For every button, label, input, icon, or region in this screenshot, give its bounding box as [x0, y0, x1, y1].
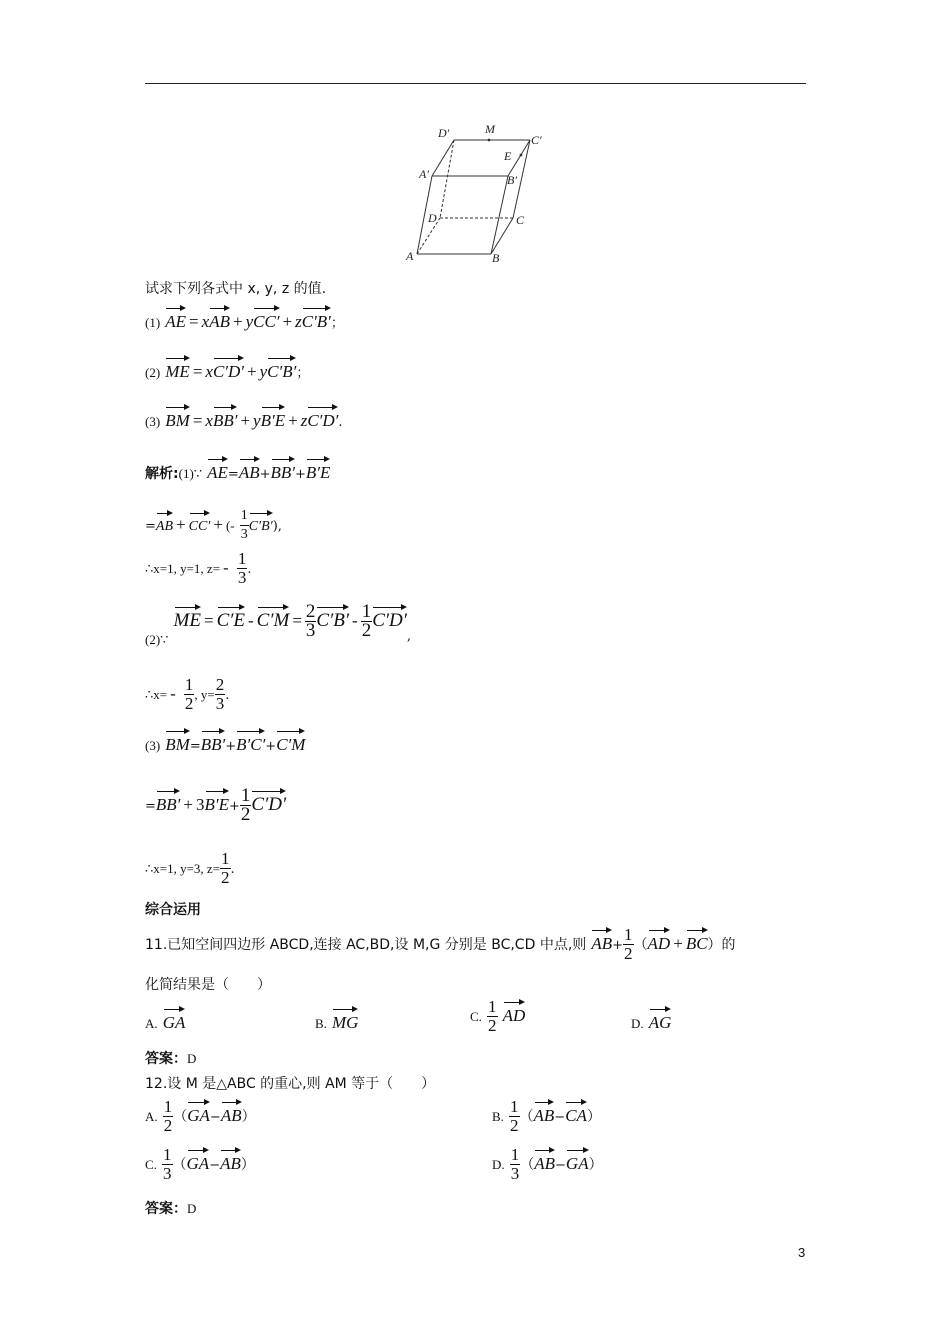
- edge-BC: [491, 218, 513, 254]
- sol-line3: $_{(2)\because}$ ME = C′E - C′M = $\frac{2}{3}$ C′B′ - $\frac{1}{2}$ $C'D'_,$: [145, 601, 412, 647]
- label-Dp: D′: [438, 126, 450, 140]
- q12-stem: 12.设 M 是△ABC 的重心,则 AM 等于（ ）: [145, 1076, 436, 1092]
- parallelepiped-figure: [400, 118, 550, 268]
- q11-option-c[interactable]: C. $\frac{1}{2}$ AD: [470, 997, 526, 1035]
- sol-line2: =AB + CC′ + (- $\frac{1}{3}$ C′B′),: [145, 508, 282, 542]
- header-rule: [145, 83, 806, 84]
- label-A: A: [406, 249, 414, 263]
- edge-BpB: [491, 176, 508, 254]
- label-Ap: A′: [419, 167, 429, 181]
- label-Bp: B′: [507, 173, 517, 187]
- q12-option-b[interactable]: B. $\frac{1}{2}$ （AB−CA）: [492, 1097, 601, 1135]
- label-M: M: [485, 122, 495, 136]
- prob10-eq3: (3) BM = xBB′ + yB′E + zC′D′.: [145, 403, 343, 431]
- sol-res2: ∴x= - $\frac{1}{2}$ , y= $\frac{2}{3}$ .: [145, 675, 230, 713]
- point-E: [520, 154, 523, 157]
- section-title: 综合运用: [145, 902, 201, 918]
- q11-stem: 11.已知空间四边形 ABCD,连接 AC,BD,设 M,G 分别是 BC,CD 中点,则 AB+ $\frac{1}{2}$ （AD + BC）的: [145, 925, 736, 963]
- sol-res3: ∴x=1, y=3, z= $\frac{1}{2}$ .: [145, 849, 235, 887]
- q12-option-d[interactable]: D. $\frac{1}{3}$ （AB−GA）: [492, 1145, 603, 1183]
- q12-answer: 答案：D: [145, 1201, 197, 1217]
- label-C: C: [516, 213, 525, 227]
- q11-option-b[interactable]: B. MG: [315, 1005, 358, 1032]
- q11-answer: 答案：D: [145, 1051, 197, 1067]
- sol-line1: 解析:(1)∵ AE=AB+BB′+B′E: [145, 455, 330, 483]
- prob10-eq1: (1) AE = xAB + yCC′ + zC′B′；: [145, 304, 344, 332]
- label-D: D: [428, 211, 437, 225]
- label-Cp: C′: [531, 133, 542, 147]
- point-M: [488, 139, 491, 142]
- label-E: E: [504, 149, 512, 163]
- q11-option-a[interactable]: A. GA: [145, 1005, 185, 1032]
- prob10-intro: 试求下列各式中 x, y, z 的值.: [145, 281, 327, 297]
- sol-res1: ∴x=1, y=1, z= - $\frac{1}{3}$ .: [145, 549, 252, 587]
- q11-stem-cont: 化简结果是（ ）: [145, 977, 271, 993]
- label-B: B: [492, 251, 500, 265]
- sol-line5: =BB′ + 3B′E+ $\frac{1}{2}$ C′D′: [145, 785, 287, 825]
- prob10-eq2: (2) ME = xC′D′ + yC′B′；: [145, 354, 309, 382]
- edge-DpAp: [432, 140, 454, 176]
- q12-option-a[interactable]: A. $\frac{1}{2}$ （GA−AB）: [145, 1097, 256, 1135]
- page-number: 3: [798, 1245, 806, 1260]
- sol-line4: (3) BM=BB′+B′C′+C′M: [145, 727, 305, 754]
- q12-option-c[interactable]: C. $\frac{1}{3}$ （GA−AB）: [145, 1145, 255, 1183]
- q11-option-d[interactable]: D. AG: [631, 1005, 671, 1032]
